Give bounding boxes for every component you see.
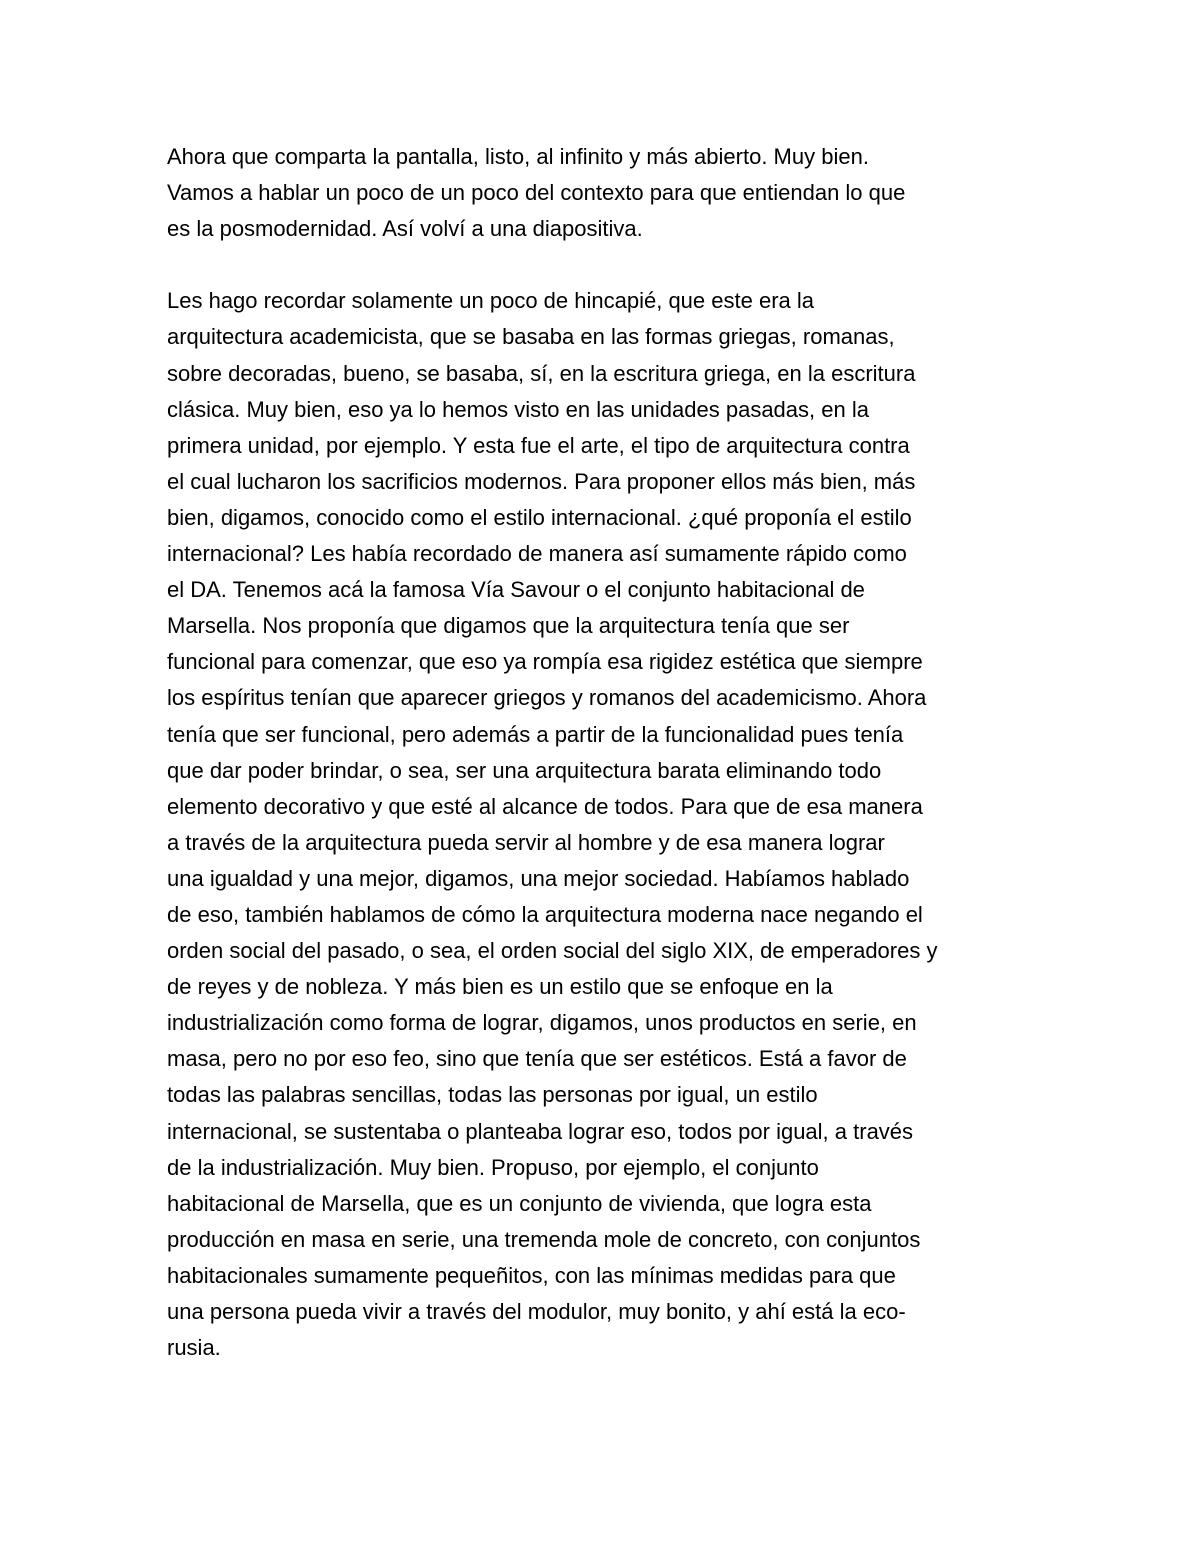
text-line: industrialización como forma de lograr, digamos, unos productos en serie, en — [167, 1010, 917, 1036]
text-line: una persona pueda vivir a través del modulor, muy bonito, y ahí está la eco- — [167, 1299, 906, 1324]
paragraph-gap — [167, 247, 1047, 283]
text-line: internacional, se sustentaba o planteaba lograr eso, todos por igual, a través — [167, 1118, 914, 1144]
text-line: tenía que ser funcional, pero además a partir de la funcionalidad pues tenía — [167, 721, 904, 747]
text-line: todas las palabras sencillas, todas las personas por igual, un estilo — [167, 1082, 818, 1108]
text-line: funcional para comenzar, que eso ya rompía esa rigidez estética que siempre — [167, 649, 923, 675]
text-line: orden social del pasado, o sea, el orden social del siglo XIX, de emperadores y — [167, 938, 938, 964]
text-line: sobre decoradas, bueno, se basaba, sí, en la escritura griega, en la escritura — [167, 360, 916, 386]
text-line: de eso, también hablamos de cómo la arquitectura moderna nace negando el — [167, 901, 923, 927]
text-line: es la posmodernidad. Así volví a una diapositiva. — [167, 216, 643, 242]
text-line: elemento decorativo y que esté al alcance de todos. Para que de esa manera — [167, 793, 923, 819]
text-line: los espíritus tenían que aparecer griegos y romanos del academicismo. Ahora — [167, 685, 927, 711]
paragraph-1 — [167, 139, 1047, 247]
text-line: Vamos a hablar un poco de un poco del contexto para que entiendan lo que — [167, 180, 906, 206]
text-line: de reyes y de nobleza. Y más bien es un estilo que se enfoque en la — [167, 974, 833, 1000]
text-line: rusia. — [167, 1335, 221, 1361]
text-line: masa, pero no por eso feo, sino que tenía que ser estéticos. Está a favor de — [167, 1046, 907, 1072]
text-line: una igualdad y una mejor, digamos, una mejor sociedad. Habíamos hablado — [167, 865, 910, 891]
text-line: el DA. Tenemos acá la famosa Vía Savour o el conjunto habitacional de — [167, 577, 865, 603]
text-line: el cual lucharon los sacrificios modernos. Para proponer ellos más bien, más — [167, 468, 916, 494]
text-line: internacional? Les había recordado de manera así sumamente rápido como — [167, 541, 907, 567]
text-line: clásica. Muy bien, eso ya lo hemos visto en las unidades pasadas, en la — [167, 396, 869, 422]
text-line: primera unidad, por ejemplo. Y esta fue el arte, el tipo de arquitectura contra — [167, 432, 910, 458]
text-line: Marsella. Nos proponía que digamos que la arquitectura tenía que ser — [167, 613, 850, 639]
text-line: bien, digamos, conocido como el estilo internacional. ¿qué proponía el estilo — [167, 504, 912, 530]
text-line: que dar poder brindar, o sea, ser una arquitectura barata eliminando todo — [167, 757, 882, 783]
text-line: habitacional de Marsella, que es un conjunto de vivienda, que logra esta — [167, 1190, 872, 1216]
text-line: a través de la arquitectura pueda servir al hombre y de esa manera lograr — [167, 829, 885, 855]
text-line: arquitectura academicista, que se basaba en las formas griegas, romanas, — [167, 324, 895, 350]
text-line: Ahora que comparta la pantalla, listo, al infinito y más abierto. Muy bien. — [167, 144, 869, 169]
text-line: Les hago recordar solamente un poco de hincapié, que este era la — [167, 288, 814, 314]
document-body — [167, 139, 1047, 1366]
text-line: producción en masa en serie, una tremenda mole de concreto, con conjuntos — [167, 1226, 921, 1252]
paragraph-2 — [167, 283, 1047, 1366]
text-line: de la industrialización. Muy bien. Propuso, por ejemplo, el conjunto — [167, 1154, 819, 1180]
text-line: habitacionales sumamente pequeñitos, con las mínimas medidas para que — [167, 1262, 896, 1288]
